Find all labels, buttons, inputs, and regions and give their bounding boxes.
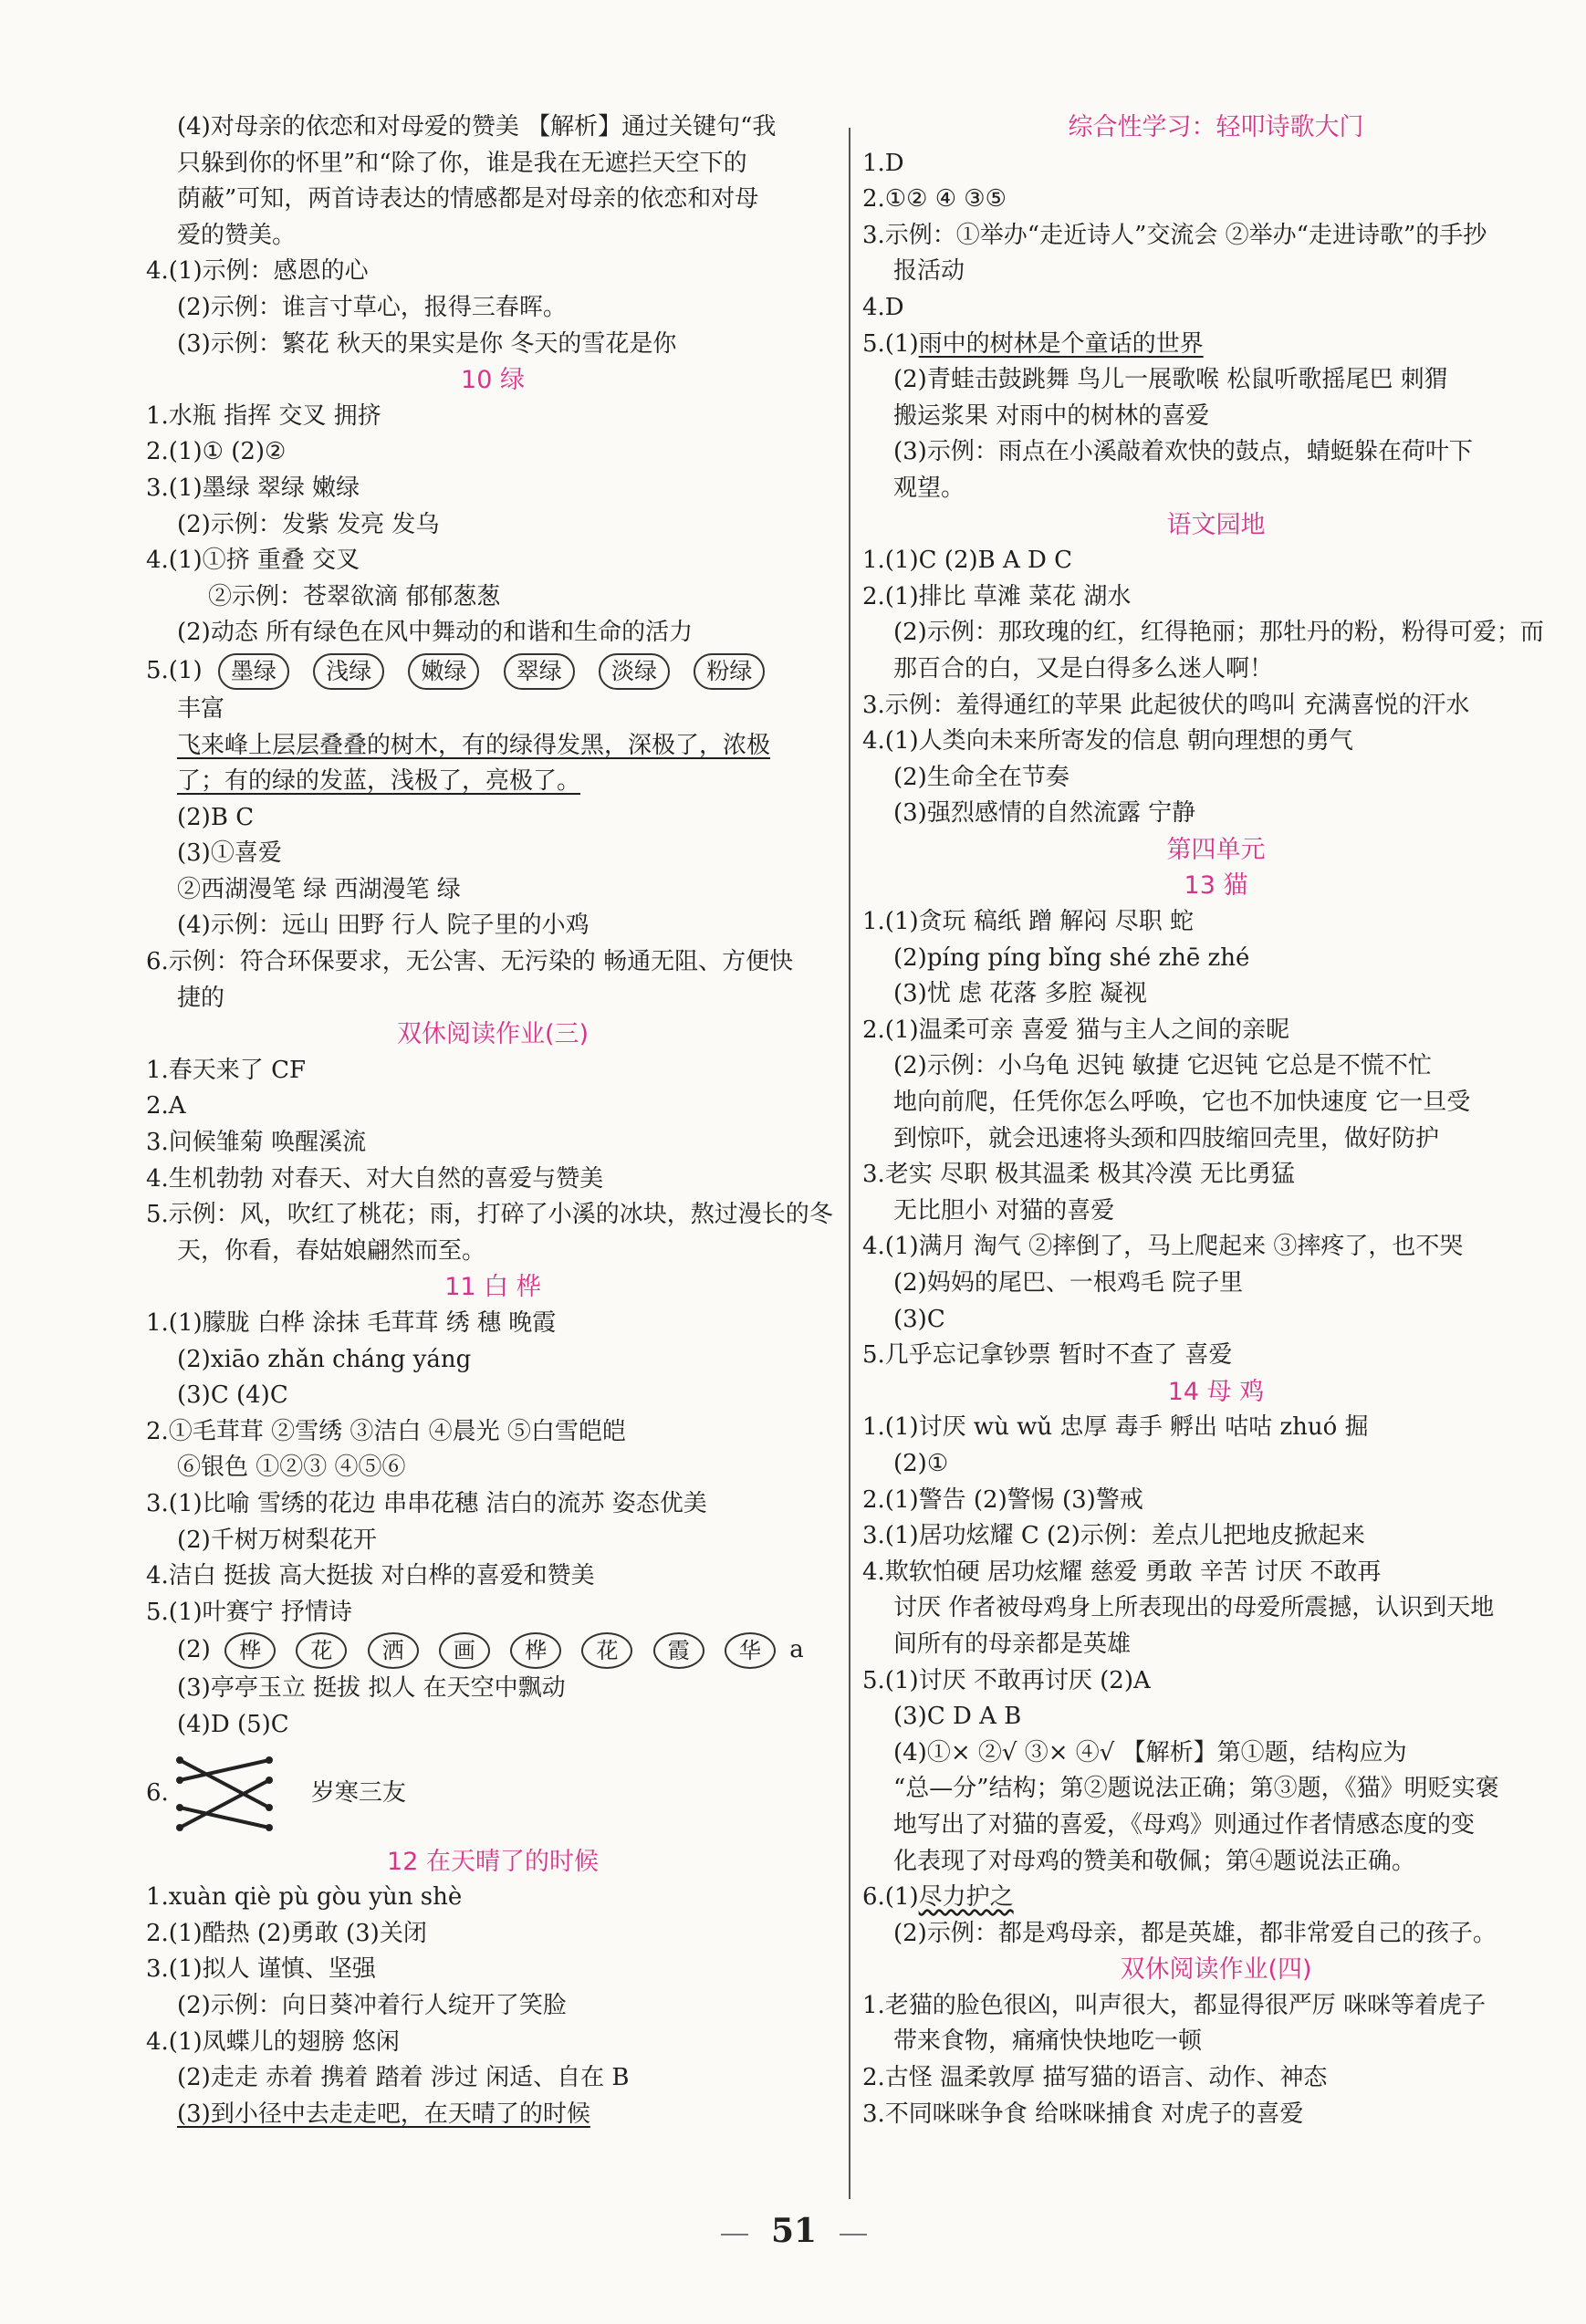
answer-line: (2)走走 赤着 携着 踏着 涉过 闲适、自在 B xyxy=(177,2064,630,2092)
answer-line: 2.(1)酷热 (2)勇敢 (3)关闭 xyxy=(146,1919,427,1947)
answer-line: 讨厌 作者被母鸡身上所表现出的母爱所震撼，认识到天地 xyxy=(893,1594,1495,1622)
section-heading: 双休阅读作业(四) xyxy=(1120,1955,1312,1985)
circled-char: 桦 xyxy=(510,1632,561,1669)
wavy-underlined-answer: 尽力护之 xyxy=(918,1883,1014,1912)
answer-line: 荫蔽”可知，两首诗表达的情感都是对母亲的依恋和对母 xyxy=(177,185,759,214)
oval-word: 粉绿 xyxy=(694,653,765,690)
answer-line: 4.(1)示例：感恩的心 xyxy=(146,257,369,286)
answer-line: 地向前爬，任凭你怎么呼唤，它也不加快速度 它一旦受 xyxy=(893,1089,1471,1117)
answer-line: 5.(1)叶赛宁 抒情诗 xyxy=(146,1598,352,1626)
answer-line: (3)C xyxy=(893,1305,945,1333)
oval-answer-row xyxy=(146,653,840,690)
answer-line: (2)示例：那玫瑰的红，红得艳丽；那牡丹的粉，粉得可爱；而 xyxy=(893,619,1544,647)
matching-answer: 岁寒三友 xyxy=(310,1778,406,1807)
answer-line: 3.不同咪咪争食 给咪咪捕食 对虎子的喜爱 xyxy=(862,2100,1304,2128)
answer-line: ⑥银色 ①②③ ④⑤⑥ xyxy=(177,1454,406,1482)
answer-line: (3)忧 虑 花落 多腔 凝视 xyxy=(893,980,1147,1008)
answer-line: 地写出了对猫的喜爱，《母鸡》则通过作者情感态度的变 xyxy=(893,1810,1476,1839)
answer-line: (2)千树万树梨花开 xyxy=(177,1526,377,1554)
answer-line: 2.(1)① (2)② xyxy=(146,438,287,466)
answer-line: 4.(1)①挤 重叠 交叉 xyxy=(146,547,360,575)
answer-prefix: 5.(1) xyxy=(862,329,919,358)
unit-heading: 第四单元 xyxy=(1166,835,1266,864)
answer-line: 1.(1)讨厌 wù wǔ 忠厚 毒手 孵出 咕咕 zhuó 掘 xyxy=(862,1413,1369,1442)
answer-line: (4)对母亲的依恋和对母爱的赞美 【解析】通过关键句“我 xyxy=(177,113,777,141)
answer-line: 5.示例：风，吹红了桃花；雨，打碎了小溪的冰块，熬过漫长的冬 xyxy=(146,1201,833,1229)
answer-line: 无比胆小 对猫的喜爱 xyxy=(893,1196,1115,1225)
rhyme-letter: a xyxy=(789,1636,804,1664)
answer-line: 4.(1)满月 淘气 ②摔倒了，马上爬起来 ③摔疼了，也不哭 xyxy=(862,1233,1464,1261)
underlined-answer: (3)到小径中去走走吧，在天晴了的时候 xyxy=(177,2100,590,2128)
answer-line: 2.(1)温柔可亲 喜爱 猫与主人之间的亲昵 xyxy=(862,1016,1290,1044)
answer-line: 那百合的白，又是白得多么迷人啊！ xyxy=(893,654,1274,683)
underlined-answer: 飞来峰上层层叠叠的树木，有的绿得发黑，深极了，浓极 xyxy=(177,731,771,759)
answer-line: 1.D xyxy=(862,149,904,177)
oval-word: 浅绿 xyxy=(313,653,384,690)
page-number: 51 xyxy=(770,2212,818,2250)
answer-line: ②示例：苍翠欲滴 郁郁葱葱 xyxy=(208,582,501,610)
answer-line: 3.(1)墨绿 翠绿 嫩绿 xyxy=(146,474,360,502)
answer-line: 2.(1)排比 草滩 菜花 湖水 xyxy=(862,582,1132,610)
matching-lines-icon xyxy=(174,1753,275,1835)
answer-line: 4.(1)凤蝶儿的翅膀 悠闲 xyxy=(146,2027,400,2056)
answer-line: 丰富 xyxy=(177,694,225,723)
answer-line: (2)píng píng bǐng shé zhē zhé xyxy=(893,943,1250,972)
answer-line xyxy=(862,1880,1570,1916)
answer-line: (2)示例：谁言寸草心，报得三春晖。 xyxy=(177,293,567,321)
answer-line: 3.示例：羞得通红的苹果 此起彼伏的鸣叫 充满喜悦的汗水 xyxy=(862,691,1470,719)
oval-word: 淡绿 xyxy=(599,653,670,690)
answer-line: (3)C (4)C xyxy=(177,1381,288,1410)
answer-line: 2.古怪 温柔敦厚 描写猫的语言、动作、神态 xyxy=(862,2064,1328,2092)
circled-char: 洒 xyxy=(368,1632,419,1669)
answer-line: (3)示例：雨点在小溪敲着欢快的鼓点，蜻蜓躲在荷叶下 xyxy=(893,438,1473,466)
answer-line: “总—分”结构；第②题说法正确；第③题，《猫》明贬实褒 xyxy=(893,1775,1499,1803)
section-heading: 10 绿 xyxy=(461,366,525,395)
answer-line: 3.示例：①举办“走近诗人”交流会 ②举办“走进诗歌”的手抄 xyxy=(862,221,1487,249)
oval-word: 翠绿 xyxy=(504,653,575,690)
answer-line: 4.生机勃勃 对春天、对大自然的喜爱与赞美 xyxy=(146,1164,604,1193)
circle-answer-row xyxy=(146,1632,840,1669)
answer-line: (2)妈妈的尾巴、一根鸡毛 院子里 xyxy=(893,1269,1244,1297)
answer-line: (3)强烈感情的自然流露 宁静 xyxy=(893,799,1196,828)
answer-line: 3.问候雏菊 唤醒溪流 xyxy=(146,1129,367,1157)
answer-line: (3)①喜爱 xyxy=(177,839,282,868)
answer-line: (2)示例：发紫 发亮 发乌 xyxy=(177,510,440,538)
section-heading: 双休阅读作业(三) xyxy=(396,1020,590,1049)
answer-line: (2)B C xyxy=(177,803,255,831)
answer-line: 3.(1)居功炫耀 C (2)示例：差点儿把地皮掀起来 xyxy=(862,1522,1365,1550)
answer-line: 2.A xyxy=(146,1092,186,1120)
answer-line: (3)亭亭玉立 挺拔 拟人 在天空中飘动 xyxy=(177,1674,566,1703)
answer-line: 观望。 xyxy=(893,474,965,502)
answer-prefix: 6. xyxy=(146,1778,169,1807)
section-heading: 11 白 桦 xyxy=(444,1273,541,1302)
answer-line: 1.xuàn qiè pù gòu yùn shè xyxy=(146,1883,463,1912)
section-heading: 14 母 鸡 xyxy=(1167,1377,1265,1406)
answer-line: 到惊吓，就会迅速将头颈和四肢缩回壳里，做好防护 xyxy=(893,1124,1440,1152)
right-column xyxy=(862,109,1570,2132)
answer-line: 4.(1)人类向未来所寄发的信息 朝向理想的勇气 xyxy=(862,727,1353,756)
answer-line: (2)示例：都是鸡母亲，都是英雄，都非常爱自己的孩子。 xyxy=(893,1919,1497,1947)
answer-line xyxy=(862,327,1570,363)
answer-line: 3.老实 尽职 极其温柔 极其冷漠 无比勇猛 xyxy=(862,1161,1295,1189)
oval-word: 嫩绿 xyxy=(408,653,479,690)
circled-char: 霞 xyxy=(653,1632,704,1669)
answer-line: 4.洁白 挺拔 高大挺拔 对白桦的喜爱和赞美 xyxy=(146,1562,595,1590)
section-heading: 综合性学习：轻叩诗歌大门 xyxy=(1068,113,1364,141)
answer-line: 捷的 xyxy=(177,984,225,1012)
answer-line: 4.D xyxy=(862,293,904,321)
section-heading: 语文园地 xyxy=(1166,510,1266,539)
answer-line: 6.示例：符合环保要求，无公害、无污染的 畅通无阻、方便快 xyxy=(146,948,794,976)
answer-line: (4)示例：远山 田野 行人 院子里的小鸡 xyxy=(177,912,590,940)
answer-line: 报活动 xyxy=(893,257,965,286)
section-heading: 13 猫 xyxy=(1184,871,1248,901)
answer-line: 1.(1)朦胧 白桦 涂抹 毛茸茸 绣 穗 晚霞 xyxy=(146,1309,557,1337)
answer-line: 爱的赞美。 xyxy=(177,221,297,249)
answer-line: (2)青蛙击鼓跳舞 鸟儿一展歌喉 松鼠听歌摇尾巴 刺猬 xyxy=(893,366,1448,394)
section-heading: 12 在天晴了的时候 xyxy=(387,1847,599,1876)
underlined-answer: 了；有的绿的发蓝，浅极了，亮极了。 xyxy=(177,767,581,796)
answer-line: 化表现了对母鸡的赞美和敬佩；第④题说法正确。 xyxy=(893,1847,1416,1875)
underlined-answer: 雨中的树林是个童话的世界 xyxy=(918,329,1204,358)
answer-line: (4)①× ②√ ③× ④√ 【解析】第①题，结构应为 xyxy=(893,1738,1407,1766)
answer-line: 3.(1)拟人 谨慎、坚强 xyxy=(146,1955,376,1984)
answer-line: 搬运浆果 对雨中的树林的喜爱 xyxy=(893,401,1210,430)
answer-line: (3)C D A B xyxy=(893,1703,1022,1731)
matching-row xyxy=(146,1744,840,1844)
page-number-dash xyxy=(840,2234,867,2235)
answer-line: ②西湖漫笔 绿 西湖漫笔 绿 xyxy=(177,875,461,903)
answer-line: 天，你看，春姑娘翩然而至。 xyxy=(177,1236,486,1265)
answer-line: (2)示例：向日葵冲着行人绽开了笑脸 xyxy=(177,1991,567,2019)
answer-line: 4.欺软怕硬 居功炫耀 慈爱 勇敢 辛苦 讨厌 不敢再 xyxy=(862,1558,1382,1586)
answer-prefix: (2) xyxy=(177,1636,211,1664)
answer-line: 1.春天来了 CF xyxy=(146,1056,307,1084)
answer-line: (2)① xyxy=(893,1449,949,1477)
answer-line: (3)示例：繁花 秋天的果实是你 冬天的雪花是你 xyxy=(177,329,677,358)
answer-line: (4)D (5)C xyxy=(177,1710,289,1738)
oval-word: 墨绿 xyxy=(218,653,289,690)
answer-line: (2)生命全在节奏 xyxy=(893,763,1070,791)
circled-char: 华 xyxy=(725,1632,776,1669)
answer-line: 1.老猫的脸色很凶，叫声很大，都显得很严厉 咪咪等着虎子 xyxy=(862,1991,1487,2019)
circled-char: 花 xyxy=(296,1632,347,1669)
answer-line: 2.(1)警告 (2)警惕 (3)警戒 xyxy=(862,1485,1143,1514)
answer-line: 只躲到你的怀里”和“除了你，谁是我在无遮拦天空下的 xyxy=(177,149,747,177)
answer-line: (2)xiāo zhǎn cháng yáng xyxy=(177,1345,472,1373)
column-divider xyxy=(849,128,850,2199)
answer-line: 1.(1)C (2)B A D C xyxy=(862,547,1073,575)
circled-char: 画 xyxy=(439,1632,490,1669)
left-column xyxy=(146,109,840,2132)
answer-line: 带来食物，痛痛快快地吃一顿 xyxy=(893,2027,1203,2056)
answer-line: 2.①② ④ ③⑤ xyxy=(862,185,1007,214)
answer-line: 间所有的母亲都是英雄 xyxy=(893,1630,1132,1658)
answer-prefix: 5.(1) xyxy=(146,656,203,684)
answer-line: (2)动态 所有绿色在风中舞动的和谐和生命的活力 xyxy=(177,619,694,647)
answer-line: 3.(1)比喻 雪绣的花边 串串花穗 洁白的流苏 姿态优美 xyxy=(146,1489,707,1517)
answer-line: 2.①毛茸茸 ②雪绣 ③洁白 ④晨光 ⑤白雪皑皑 xyxy=(146,1417,626,1445)
answer-line: 1.水瓶 指挥 交叉 拥挤 xyxy=(146,401,381,430)
answer-line: 1.(1)贪玩 稿纸 蹭 解闷 尽职 蛇 xyxy=(862,908,1194,936)
circled-char: 桦 xyxy=(224,1632,276,1669)
answer-prefix: 6.(1) xyxy=(862,1883,919,1912)
page-number-dash xyxy=(721,2234,748,2235)
circled-char: 花 xyxy=(581,1632,632,1669)
answer-line: 5.(1)讨厌 不敢再讨厌 (2)A xyxy=(862,1666,1151,1694)
answer-line: (2)示例：小乌龟 迟钝 敏捷 它迟钝 它总是不慌不忙 xyxy=(893,1052,1432,1080)
answer-line: 5.几乎忘记拿钞票 暂时不查了 喜爱 xyxy=(862,1341,1233,1370)
